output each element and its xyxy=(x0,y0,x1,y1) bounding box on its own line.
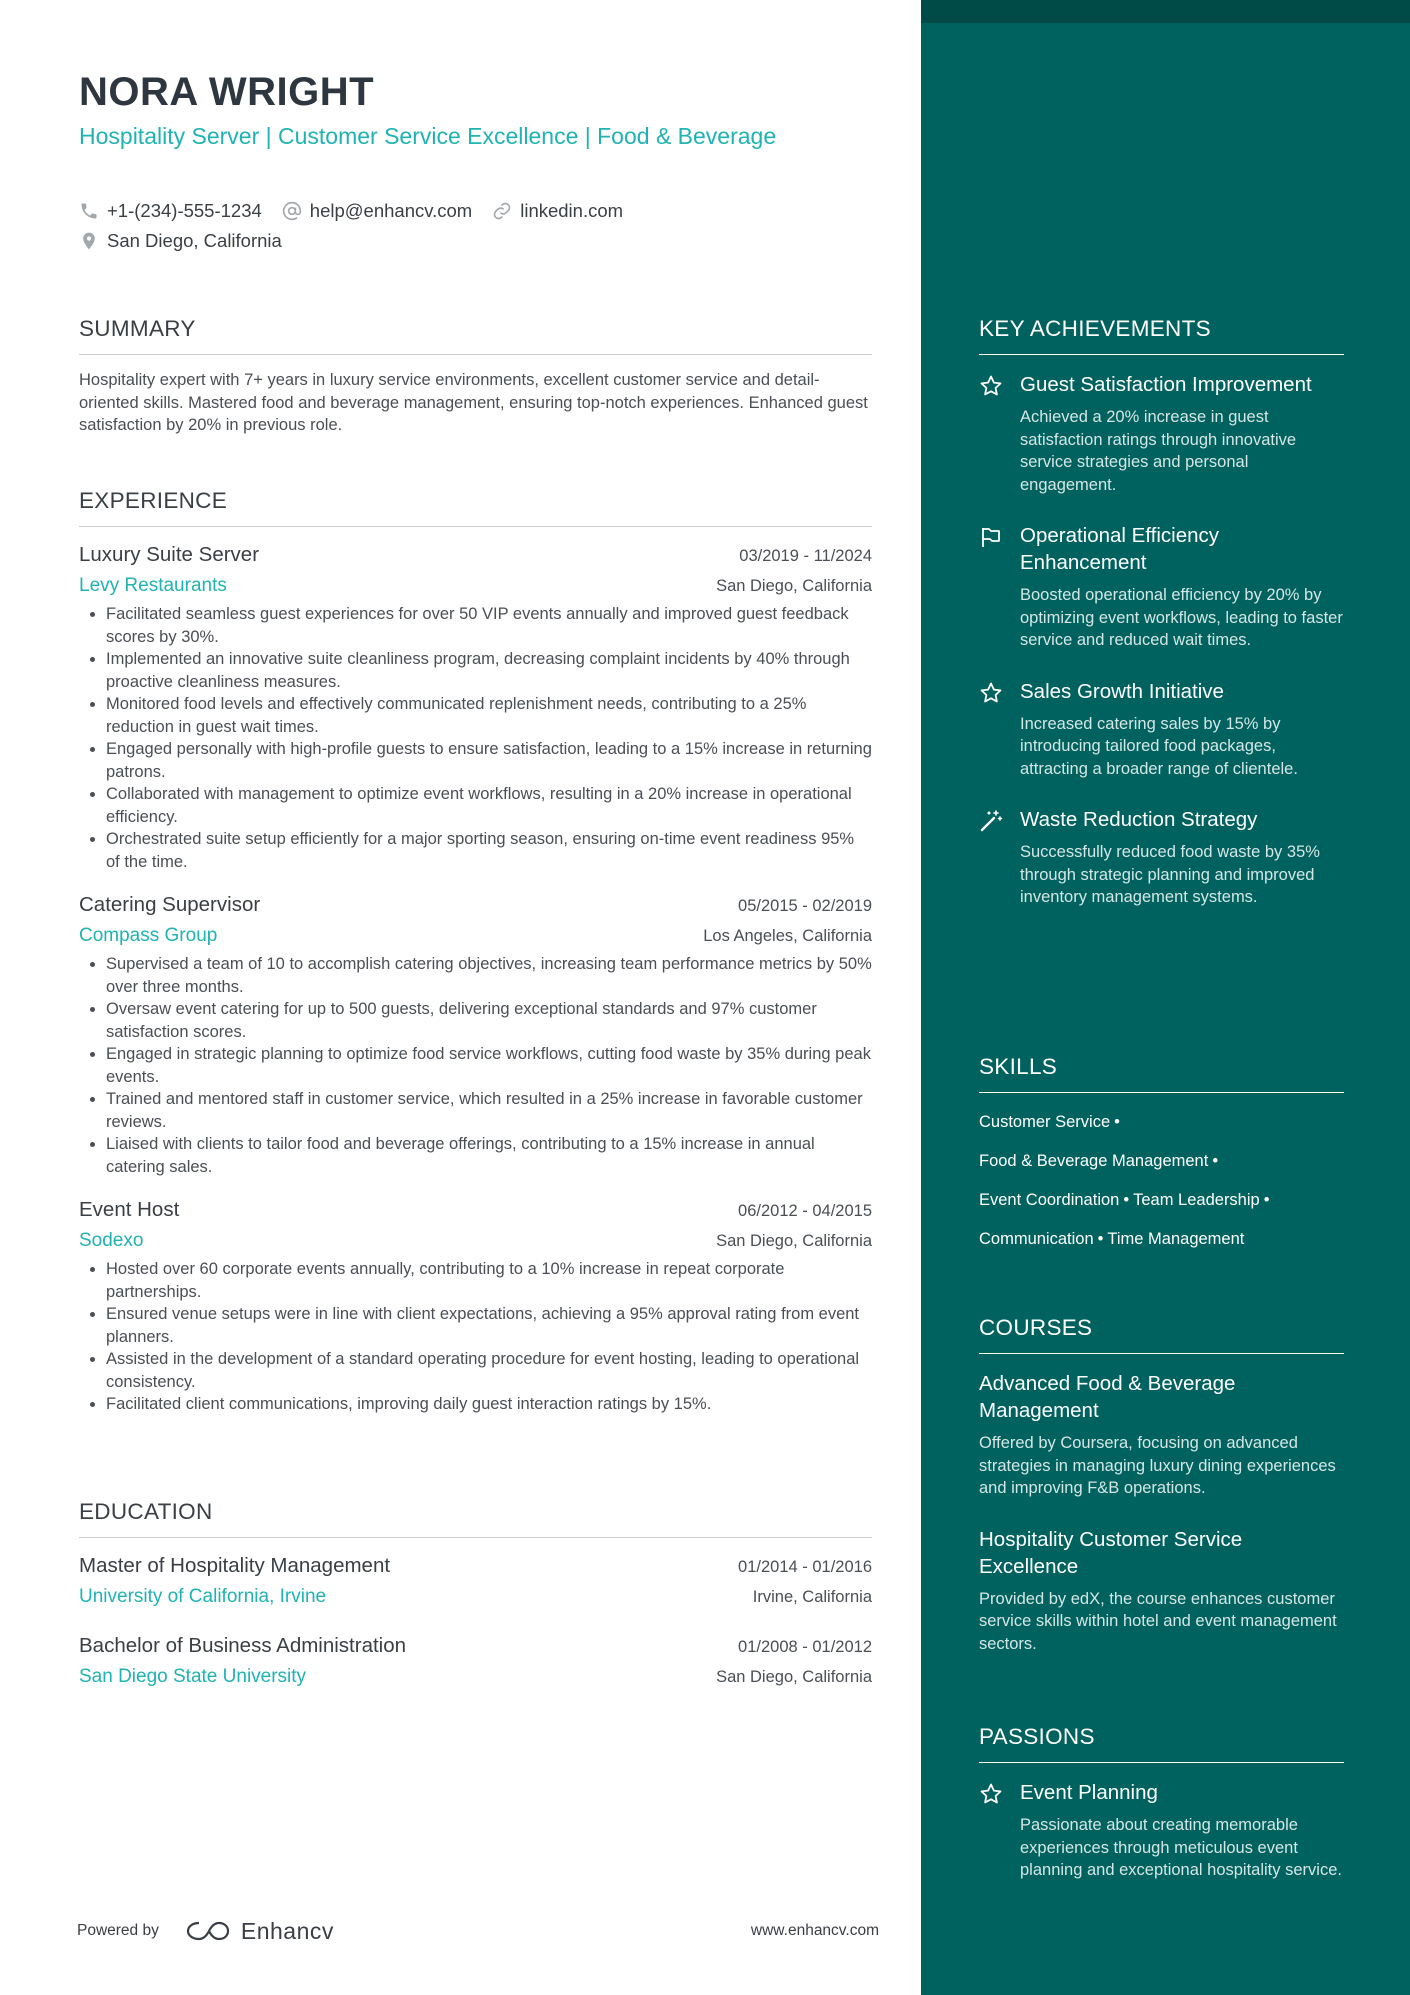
bullet-item: • Facilitated client communications, improving daily guest interaction ratings by 15%. xyxy=(106,1393,872,1416)
school-location: San Diego, California xyxy=(716,1668,872,1686)
bullet-item: • Liaised with clients to tailor food and beverage offerings, contributing to a 15% increase in annual catering sales. xyxy=(106,1133,872,1178)
education-entry xyxy=(79,1554,872,1608)
company-name: Sodexo xyxy=(79,1230,144,1251)
bullet-item: • Supervised a team of 10 to accomplish catering objectives, increasing team performance metrics by 50% over three months. xyxy=(106,953,872,998)
courses-section xyxy=(979,1315,1344,1655)
skills-section xyxy=(979,1054,1344,1267)
course-item xyxy=(979,1370,1344,1500)
course-title: Hospitality Customer Service Excellence xyxy=(979,1527,1243,1578)
experience-title: EXPERIENCE xyxy=(79,488,872,527)
magic-wand-icon xyxy=(979,809,1003,833)
job-title: Catering Supervisor xyxy=(79,893,261,916)
brand-name: Enhancv xyxy=(240,1917,334,1944)
skills-title: SKILLS xyxy=(979,1054,1344,1093)
achievements-section xyxy=(979,316,1344,909)
achievement-title: Waste Reduction Strategy xyxy=(1020,808,1258,831)
summary-title: SUMMARY xyxy=(79,316,872,355)
education-title: EDUCATION xyxy=(79,1499,872,1538)
job-title: Event Host xyxy=(79,1198,180,1221)
skill-item: Food & Beverage Management xyxy=(979,1152,1209,1170)
education-dates: 01/2008 - 01/2012 xyxy=(738,1638,872,1656)
email-contact[interactable] xyxy=(282,200,472,222)
at-icon xyxy=(282,201,302,221)
degree-title: Master of Hospitality Management xyxy=(79,1554,391,1577)
job-bullets xyxy=(79,603,872,873)
star-icon xyxy=(979,1782,1003,1806)
summary-text: Hospitality expert with 7+ years in luxury service environments, excellent customer service and detail-oriented skills. Mastered food and beverage management, ensuring top-notch experiences. Enhanced guest satisfaction by 20% in previous role. xyxy=(79,371,868,434)
summary-section xyxy=(79,316,872,437)
degree-title: Bachelor of Business Administration xyxy=(79,1634,407,1657)
passion-item xyxy=(979,1779,1344,1882)
bullet-item: • Orchestrated suite setup efficiently for a major sporting season, ensuring on-time event readiness 95% of the time. xyxy=(106,828,872,873)
achievement-title: Operational Efficiency Enhancement xyxy=(1020,524,1220,574)
experience-entry xyxy=(79,893,872,1178)
phone-icon xyxy=(79,201,99,221)
sidebar-top-bar xyxy=(921,0,1410,23)
school-name: University of California, Irvine xyxy=(79,1586,327,1607)
education-entry xyxy=(79,1634,872,1688)
job-location: San Diego, California xyxy=(716,1232,872,1250)
flag-icon xyxy=(979,525,1003,549)
sidebar xyxy=(921,0,1410,1995)
job-title: Luxury Suite Server xyxy=(79,543,260,566)
job-dates: 05/2015 - 02/2019 xyxy=(738,897,872,915)
bullet-item: • Oversaw event catering for up to 500 guests, delivering exceptional standards and 97% customer satisfaction scores. xyxy=(106,998,872,1043)
job-location: San Diego, California xyxy=(716,577,872,595)
bullet-item: • Engaged personally with high-profile guests to ensure satisfaction, leading to a 15% increase in returning patrons. xyxy=(106,738,872,783)
course-item xyxy=(979,1526,1344,1656)
achievements-title: KEY ACHIEVEMENTS xyxy=(979,316,1344,355)
location-contact xyxy=(79,230,282,252)
bullet-item: • Hosted over 60 corporate events annually, contributing to a 10% increase in repeat corporate partnerships. xyxy=(106,1258,872,1303)
job-bullets xyxy=(79,1258,872,1416)
link-icon xyxy=(492,201,512,221)
achievement-desc: Achieved a 20% increase in guest satisfaction ratings through innovative service strategies and personal engagement. xyxy=(1020,408,1297,494)
bullet-item: • Ensured venue setups were in line with client expectations, achieving a 95% approval rating from event planners. xyxy=(106,1303,872,1348)
skill-item: Customer Service xyxy=(979,1113,1111,1131)
phone-text: +1-(234)-555-1234 xyxy=(107,200,262,221)
skill-item: Team Leadership xyxy=(1133,1191,1260,1209)
powered-by xyxy=(77,1918,334,1945)
achievement-title: Guest Satisfaction Improvement xyxy=(1020,373,1312,396)
experience-entry xyxy=(79,543,872,873)
linkedin-text: linkedin.com xyxy=(520,200,624,221)
job-bullets xyxy=(79,953,872,1178)
experience-section xyxy=(79,488,872,1416)
job-dates: 06/2012 - 04/2015 xyxy=(738,1202,872,1220)
skills-list: Customer Service • Food & Beverage Management • Event Coordination • Team Leadership • Communication • Time Management xyxy=(979,1113,1270,1248)
bullet-item: • Trained and mentored staff in customer service, which resulted in a 25% increase in favorable customer reviews. xyxy=(106,1088,872,1133)
course-desc: Provided by edX, the course enhances customer service skills within hotel and event management sectors. xyxy=(979,1589,1337,1653)
linkedin-contact[interactable] xyxy=(492,200,623,222)
bullet-item: • Implemented an innovative suite cleanliness program, decreasing complaint incidents by 40% through proactive cleanliness measures. xyxy=(106,648,872,693)
powered-by-label: Powered by xyxy=(77,1922,159,1939)
website-link[interactable]: www.enhancv.com xyxy=(750,1922,879,1939)
education-dates: 01/2014 - 01/2016 xyxy=(738,1558,872,1576)
achievement-item xyxy=(979,678,1344,781)
bullet-item: • Engaged in strategic planning to optimize food service workflows, cutting food waste by 35% during peak events. xyxy=(106,1043,872,1088)
achievement-desc: Boosted operational efficiency by 20% by optimizing event workflows, leading to faster service and reduced wait times. xyxy=(1020,586,1343,649)
skill-item: Time Management xyxy=(1107,1230,1245,1248)
passion-title: Event Planning xyxy=(1020,1781,1158,1804)
passions-title: PASSIONS xyxy=(979,1724,1344,1763)
school-name: San Diego State University xyxy=(79,1666,307,1687)
phone-contact[interactable] xyxy=(79,200,262,222)
achievement-item xyxy=(979,371,1344,496)
job-dates: 03/2019 - 11/2024 xyxy=(739,547,872,565)
achievement-desc: Increased catering sales by 15% by introducing tailored food packages, attracting a broader range of clientele. xyxy=(1020,714,1298,778)
bullet-item: • Monitored food levels and effectively communicated replenishment needs, contributing to a 25% reduction in guest wait times. xyxy=(106,693,872,738)
company-name: Levy Restaurants xyxy=(79,575,227,596)
company-name: Compass Group xyxy=(79,925,218,946)
skill-item: Event Coordination xyxy=(979,1191,1120,1209)
candidate-name: NORA WRIGHT xyxy=(79,70,375,114)
skill-item: Communication xyxy=(979,1230,1094,1248)
footer xyxy=(77,1916,879,1946)
passions-section xyxy=(979,1724,1344,1882)
experience-entry xyxy=(79,1198,872,1416)
enhancv-logo-icon xyxy=(185,1919,231,1943)
contact-info xyxy=(79,196,859,256)
bullet-item: • Assisted in the development of a standard operating procedure for event hosting, leading to operational consistency. xyxy=(106,1348,872,1393)
achievement-item xyxy=(979,522,1344,652)
courses-title: COURSES xyxy=(979,1315,1344,1354)
achievement-item xyxy=(979,806,1344,909)
headline: Hospitality Server | Customer Service Excellence | Food & Beverage xyxy=(79,123,777,149)
bullet-item: • Facilitated seamless guest experiences for over 50 VIP events annually and improved guest feedback scores by 30%. xyxy=(106,603,872,648)
location-text: San Diego, California xyxy=(107,230,282,251)
email-text: help@enhancv.com xyxy=(309,200,473,221)
achievement-title: Sales Growth Initiative xyxy=(1020,679,1224,703)
star-icon xyxy=(979,374,1003,398)
course-desc: Offered by Coursera, focusing on advanced strategies in managing luxury dining experiences and improving F&B operations. xyxy=(979,1434,1336,1497)
location-pin-icon xyxy=(79,231,99,251)
star-icon xyxy=(979,681,1003,705)
education-section xyxy=(79,1499,872,1688)
passion-desc: Passionate about creating memorable experiences through meticulous event planning and exceptional hospitality service. xyxy=(1020,1816,1342,1879)
course-title: Advanced Food & Beverage Management xyxy=(979,1372,1236,1422)
school-location: Irvine, California xyxy=(752,1588,872,1606)
bullet-item: • Collaborated with management to optimize event workflows, resulting in a 20% increase in operational efficiency. xyxy=(106,783,872,828)
achievement-desc: Successfully reduced food waste by 35% through strategic planning and improved inventory management systems. xyxy=(1020,843,1320,906)
job-location: Los Angeles, California xyxy=(703,927,872,945)
